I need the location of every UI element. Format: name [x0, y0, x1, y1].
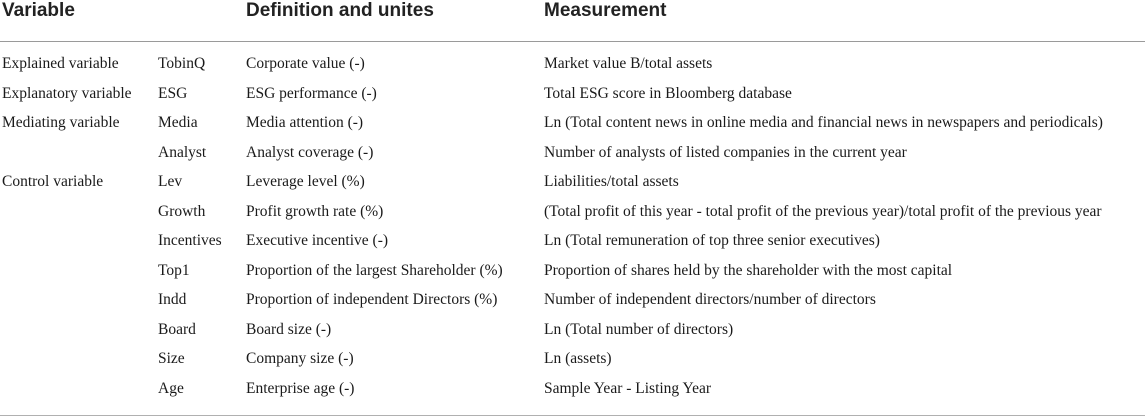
footer-rule [0, 415, 1145, 416]
cell-definition: Profit growth rate (%) [246, 202, 384, 220]
cell-measurement: Sample Year - Listing Year [544, 379, 712, 397]
cell-variable: Board [158, 320, 196, 338]
cell-measurement: Ln (Total number of directors) [544, 320, 734, 338]
table-row [0, 379, 1145, 409]
cell-definition: Analyst coverage (-) [246, 143, 374, 161]
table-row [0, 231, 1145, 261]
cell-measurement: Number of analysts of listed companies in the current year [544, 143, 907, 161]
cell-variable: Lev [158, 173, 183, 190]
table-row [0, 202, 1145, 232]
cell-variable: Analyst [158, 143, 207, 161]
cell-variable: Size [158, 350, 185, 367]
cell-definition: ESG performance (-) [246, 84, 377, 102]
cell-measurement: Proportion of shares held by the shareholder with the most capital [544, 261, 953, 279]
cell-variable: Growth [158, 202, 206, 220]
cell-definition: Corporate value (-) [246, 55, 365, 72]
cell-variable: Incentives [158, 232, 222, 249]
cell-definition: Proportion of the largest Shareholder (%) [246, 261, 503, 279]
table-header [0, 0, 1145, 40]
header-measurement: Measurement [544, 0, 667, 21]
header-definition: Definition and unites [246, 0, 434, 21]
cell-variable: TobinQ [158, 55, 206, 72]
table-row [0, 320, 1145, 350]
cell-definition: Leverage level (%) [246, 173, 365, 190]
cell-category: Control variable [2, 173, 104, 190]
cell-measurement: Total ESG score in Bloomberg database [544, 84, 792, 102]
cell-category: Mediating variable [2, 114, 120, 131]
table-row [0, 172, 1145, 202]
cell-definition: Media attention (-) [246, 114, 364, 131]
cell-variable: Top1 [158, 261, 190, 279]
table-row [0, 349, 1145, 379]
cell-variable: Media [158, 114, 198, 131]
cell-definition: Executive incentive (-) [246, 232, 389, 249]
cell-measurement: Liabilities/total assets [544, 173, 679, 190]
header-rule [0, 41, 1145, 42]
table-row [0, 261, 1145, 291]
cell-variable: Indd [158, 291, 187, 308]
cell-definition: Company size (-) [246, 350, 354, 367]
table-row [0, 143, 1145, 173]
cell-measurement: Ln (assets) [544, 350, 612, 367]
table-row [0, 113, 1145, 143]
cell-measurement: Number of independent directors/number of directors [544, 291, 876, 308]
table-row [0, 54, 1145, 84]
table-body [0, 54, 1145, 408]
cell-definition: Board size (-) [246, 320, 332, 338]
cell-category: Explanatory variable [2, 84, 132, 102]
cell-measurement: (Total profit of this year - total profit of the previous year)/total profit of the previous year [544, 202, 1102, 220]
cell-variable: ESG [158, 84, 188, 102]
cell-measurement: Ln (Total remuneration of top three senior executives) [544, 232, 880, 249]
cell-variable: Age [158, 379, 184, 397]
header-variable: Variable [2, 0, 75, 21]
cell-category: Explained variable [2, 55, 119, 72]
cell-definition: Proportion of independent Directors (%) [246, 291, 498, 308]
cell-measurement: Ln (Total content news in online media and financial news in newspapers and periodicals) [544, 114, 1103, 131]
cell-measurement: Market value B/total assets [544, 55, 713, 72]
table-row [0, 290, 1145, 320]
table-row [0, 84, 1145, 114]
cell-definition: Enterprise age (-) [246, 379, 355, 397]
